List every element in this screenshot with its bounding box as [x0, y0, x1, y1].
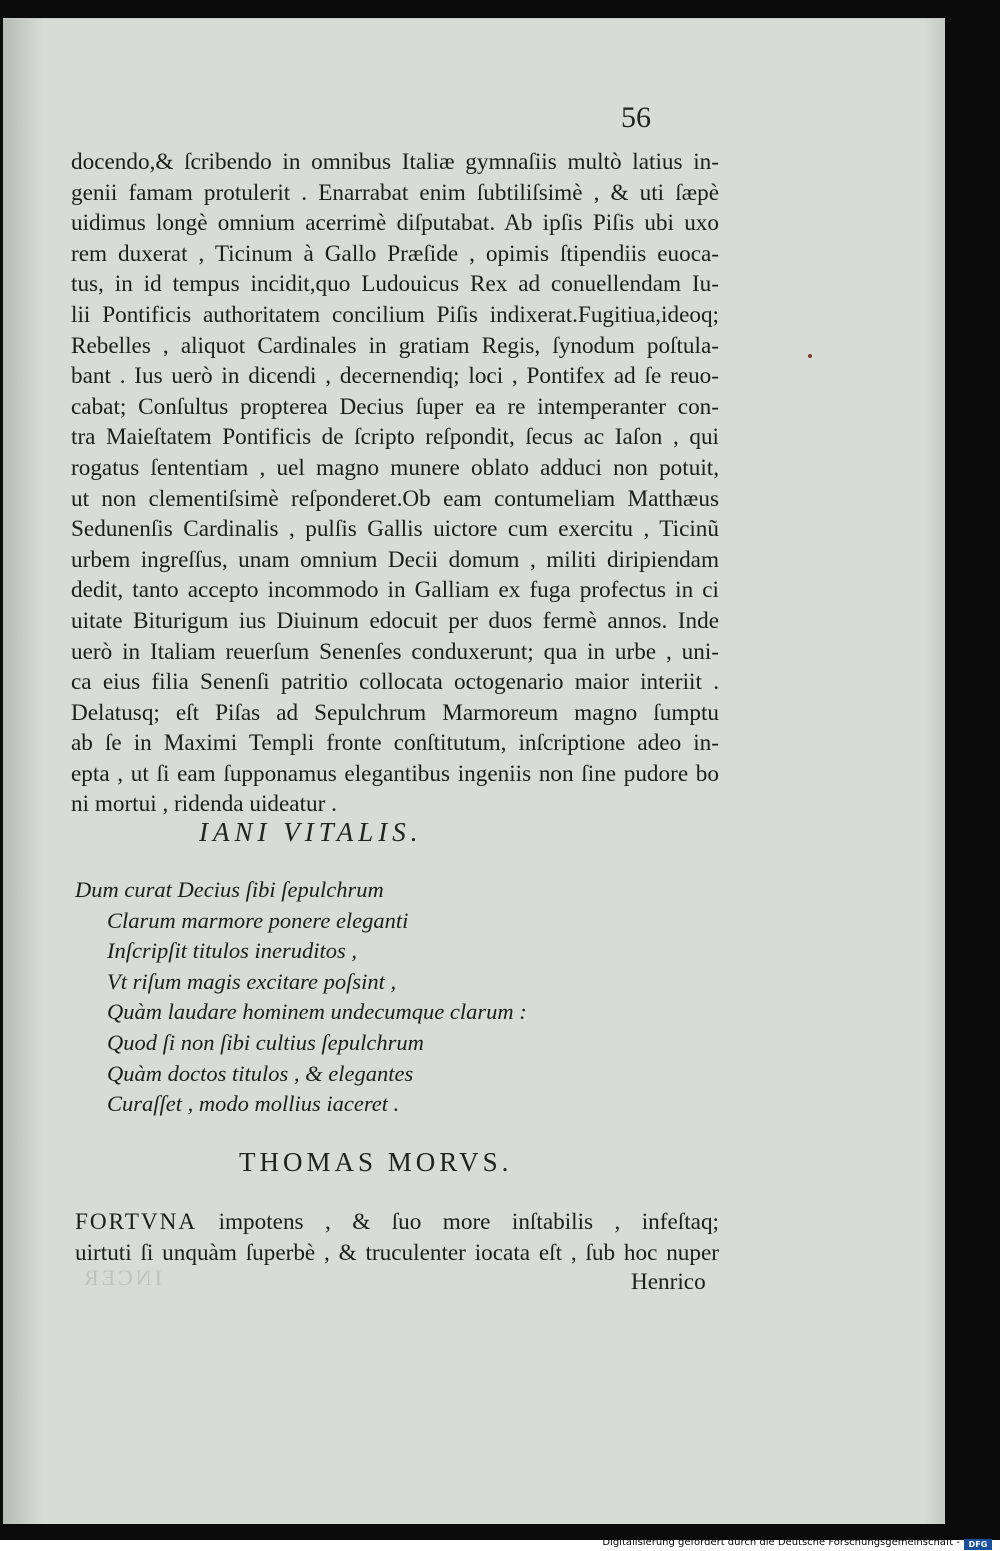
poem-verse: Curaſſet , modo mollius iaceret . — [107, 1091, 400, 1117]
poem-verse: Quàm doctos titulos , & elegantes — [107, 1060, 414, 1086]
ink-speck — [808, 354, 812, 358]
text-line: tra Maieſtatem Pontificis de ſcripto reſpondit, ſecus ac Iaſon , qui — [71, 424, 719, 451]
poem-verse: Clarum marmore ponere eleganti — [107, 907, 409, 933]
text-line: dedit, tanto accepto incommodo in Galliam ex fuga profectus in ci — [71, 577, 719, 604]
text-line: uitate Biturigum ius Diuinum edocuit per duos fermè annos. Inde — [71, 607, 719, 634]
poem-verse: Inſcripſit titulos ineruditos , — [107, 938, 358, 964]
footer-bar — [0, 1537, 1000, 1551]
text-line — [75, 1207, 719, 1238]
funding-credit: Digitalisierung gefördert durch die Deutsche Forschungsgemeinschaft - — [602, 1537, 960, 1548]
text-line: cabat; Conſultus propterea Decius ſuper ea re intemperanter con- — [71, 393, 719, 420]
text-line: rogatus ſententiam , uel magno munere oblato adduci non potuit, — [71, 454, 719, 481]
catchword: Henrico — [631, 1269, 706, 1295]
text-line: docendo,& ſcribendo in omnibus Italiæ gymnaſiis multò latius in- — [71, 149, 719, 175]
poem — [75, 875, 527, 1120]
poem-heading: IANI VITALIS. — [199, 817, 423, 847]
lead-word: FORTVNA — [75, 1209, 198, 1235]
text-line: uidimus longè omnium acerrimè diſputabat. Ab ipſis Piſis ubi uxo — [71, 210, 719, 237]
text-line: bant . Ius uerò in dicendi , decernendiq; loci , Pontifex ad ſe reuo- — [71, 363, 719, 390]
text-line: Delatusq; eſt Piſas ad Sepulchrum Marmoreum magno ſumptu — [71, 699, 719, 726]
text-line: uerò in Italiam reuerſum Senenſes conduxerunt; qua in urbe , uni- — [71, 638, 719, 665]
text-fragment: impotens , & ſuo more inſtabilis , infeſtaq; — [197, 1209, 719, 1235]
section-heading: THOMAS MORVS. — [239, 1147, 513, 1177]
text-line: lii Pontificis authoritatem concilium Piſis indixerat.Fugitiua,ideoq; — [71, 301, 719, 328]
text-line: Rebelles , aliquot Cardinales in gratiam Regis, ſynodum poſtula- — [71, 332, 719, 359]
poem-verse: Dum curat Decius ſibi ſepulchrum — [75, 877, 384, 902]
section-paragraph — [75, 1207, 719, 1269]
poem-verse: Quàm laudare hominem undecumque clarum : — [107, 999, 527, 1025]
text-line: ut non clementiſsimè reſponderet.Ob eam contumeliam Matthæus — [71, 485, 719, 512]
page-edge-shadow — [923, 19, 945, 1524]
text-line: rem duxerat , Ticinum à Gallo Præſide , opimis ſtipendiis euoca- — [71, 240, 719, 267]
text-line: Sedunenſis Cardinalis , pulſis Gallis uictore cum exercitu , Ticinũ — [71, 516, 719, 543]
poem-verse: Vt riſum magis excitare poſsint , — [107, 968, 397, 994]
text-line: uirtuti ſi unquàm ſuperbè , & truculenter iocata eſt , ſub hoc nuper — [75, 1240, 719, 1266]
text-line: urbem ingreſſus, unam omnium Decii domum , militi diripiendam — [71, 546, 719, 573]
text-line: epta , ut ſi eam ſupponamus elegantibus ingeniis non ſine pudore bo — [71, 760, 719, 787]
text-line: ca eius filia Senenſi patritio collocata octogenario maior interiit . — [71, 669, 719, 696]
page-number: 56 — [621, 101, 651, 134]
page-gutter-shadow — [3, 19, 43, 1524]
dfg-logo: DFG — [964, 1539, 992, 1550]
text-line: ab ſe in Maximi Templi fronte conſtitutum, inſcriptione adeo in- — [71, 730, 719, 757]
text-line: tus, in id tempus incidit,quo Ludouicus Rex ad conuellendam Iu- — [71, 271, 719, 298]
main-paragraph — [71, 147, 719, 820]
poem-verse: Quod ſi non ſibi cultius ſepulchrum — [107, 1029, 424, 1055]
book-page — [3, 18, 945, 1524]
bleed-through-text: INCER — [81, 1265, 162, 1290]
text-line: genii famam protulerit . Enarrabat enim ſubtiliſsimè , & uti ſæpè — [71, 179, 719, 206]
text-line: ni mortui , ridenda uideatur . — [71, 791, 337, 818]
